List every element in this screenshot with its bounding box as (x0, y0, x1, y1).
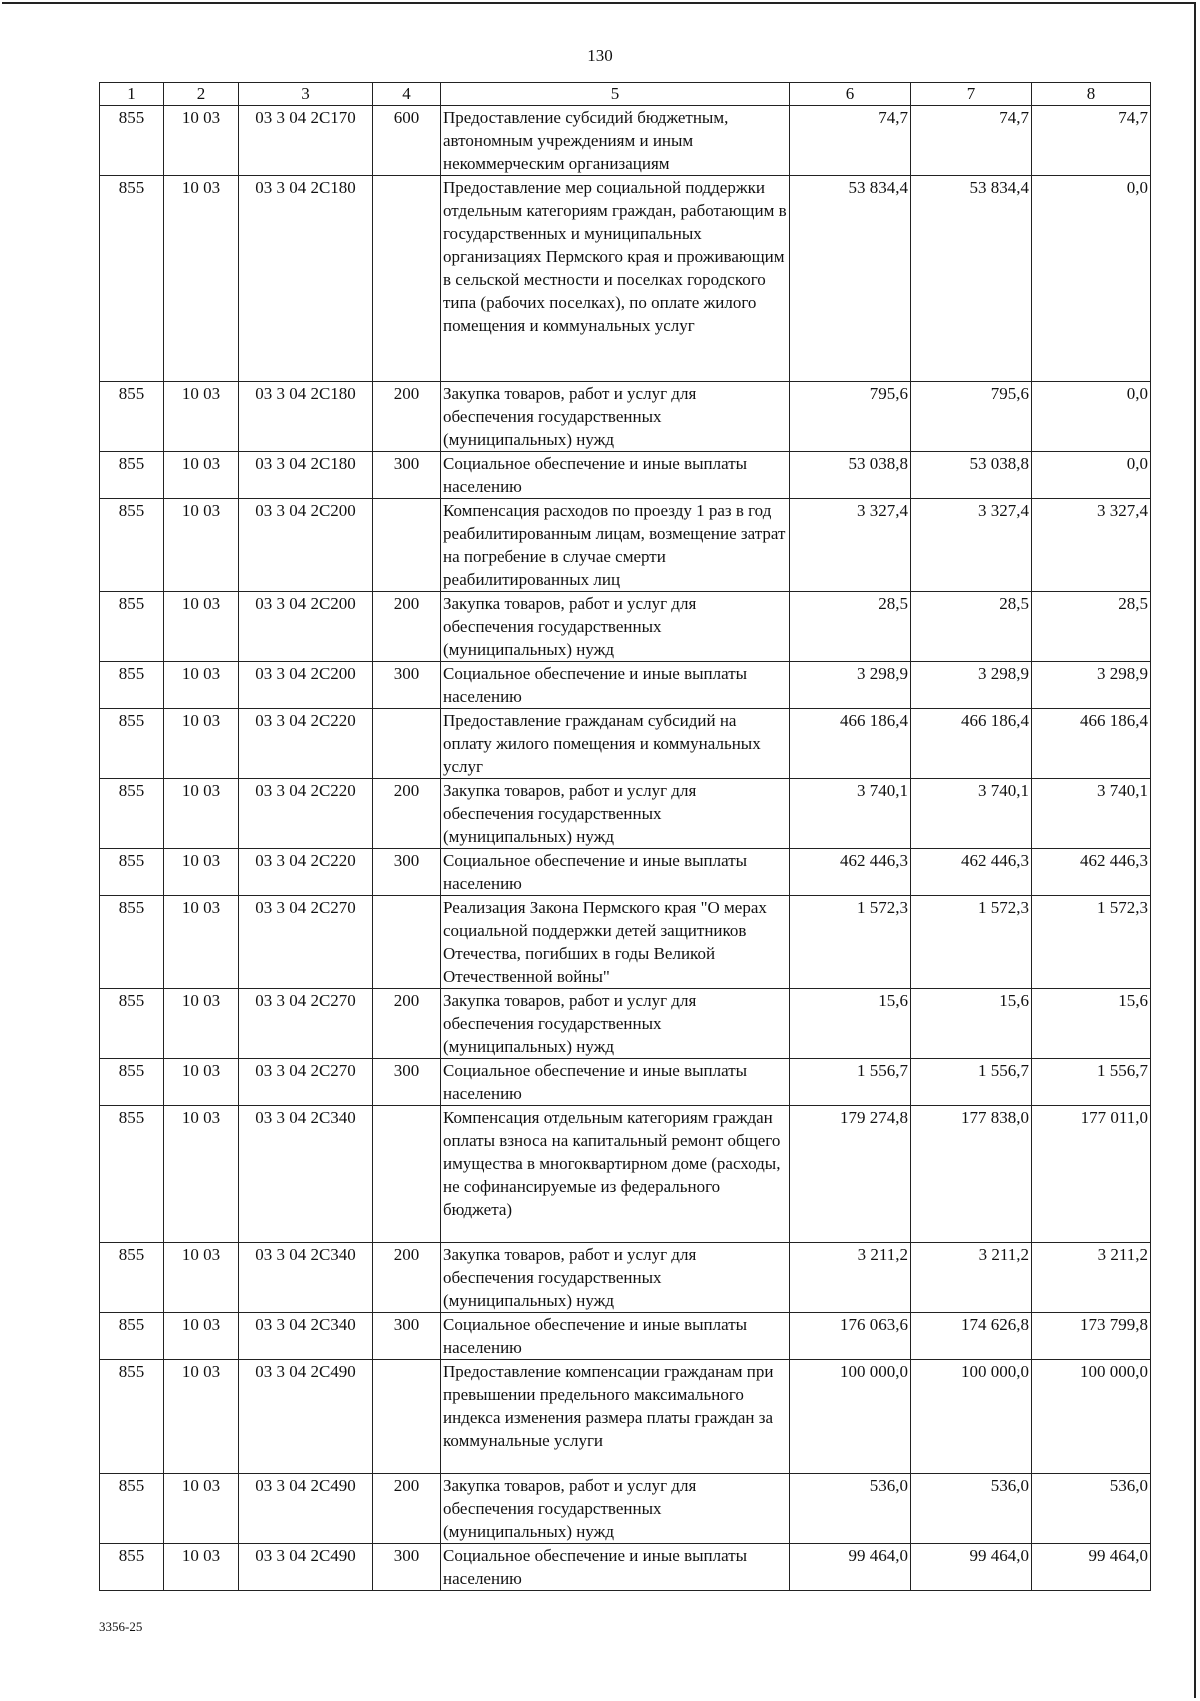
table-row (100, 382, 1151, 452)
target-article-code: 03 3 04 2С490 (239, 1544, 373, 1591)
amount-year-1: 795,6 (790, 382, 911, 452)
expense-type-code (373, 176, 441, 382)
column-header: 8 (1032, 83, 1151, 106)
expense-type-code: 300 (373, 1059, 441, 1106)
column-header: 3 (239, 83, 373, 106)
amount-year-3: 173 799,8 (1032, 1313, 1151, 1360)
document-code: 3356-25 (99, 1619, 143, 1634)
chapter-code: 855 (100, 452, 164, 499)
target-article-code: 03 3 04 2С270 (239, 989, 373, 1059)
amount-year-1: 99 464,0 (790, 1544, 911, 1591)
amount-year-3: 1 572,3 (1032, 896, 1151, 989)
expense-description: Закупка товаров, работ и услуг для обеспечения государственных (муниципальных) нужд (441, 989, 790, 1059)
section-code: 10 03 (164, 1243, 239, 1313)
target-article-code: 03 3 04 2С200 (239, 662, 373, 709)
expense-description: Закупка товаров, работ и услуг для обеспечения государственных (муниципальных) нужд (441, 1243, 790, 1313)
amount-year-3: 100 000,0 (1032, 1360, 1151, 1474)
amount-year-1: 74,7 (790, 106, 911, 176)
amount-year-1: 536,0 (790, 1474, 911, 1544)
chapter-code: 855 (100, 1360, 164, 1474)
amount-year-2: 53 834,4 (911, 176, 1032, 382)
expense-type-code: 300 (373, 849, 441, 896)
budget-table (99, 82, 1151, 1591)
expense-description: Компенсация отдельным категориям граждан оплаты взноса на капитальный ремонт общего имущества в многоквартирном доме (расходы, не софинансируемые из федерального бюджета) (441, 1106, 790, 1243)
expense-type-code: 200 (373, 1474, 441, 1544)
amount-year-2: 174 626,8 (911, 1313, 1032, 1360)
target-article-code: 03 3 04 2С340 (239, 1243, 373, 1313)
amount-year-1: 3 740,1 (790, 779, 911, 849)
amount-year-2: 28,5 (911, 592, 1032, 662)
expense-description: Социальное обеспечение и иные выплаты населению (441, 1544, 790, 1591)
expense-type-code: 200 (373, 592, 441, 662)
section-code: 10 03 (164, 662, 239, 709)
expense-type-code (373, 499, 441, 592)
expense-type-code: 300 (373, 1313, 441, 1360)
amount-year-2: 177 838,0 (911, 1106, 1032, 1243)
chapter-code: 855 (100, 1544, 164, 1591)
amount-year-2: 462 446,3 (911, 849, 1032, 896)
table-row (100, 779, 1151, 849)
amount-year-3: 1 556,7 (1032, 1059, 1151, 1106)
target-article-code: 03 3 04 2С270 (239, 1059, 373, 1106)
amount-year-3: 3 298,9 (1032, 662, 1151, 709)
page-number: 130 (587, 46, 613, 65)
expense-type-code: 600 (373, 106, 441, 176)
target-article-code: 03 3 04 2С170 (239, 106, 373, 176)
section-code: 10 03 (164, 106, 239, 176)
amount-year-2: 53 038,8 (911, 452, 1032, 499)
expense-description: Закупка товаров, работ и услуг для обеспечения государственных (муниципальных) нужд (441, 779, 790, 849)
section-code: 10 03 (164, 382, 239, 452)
table-row (100, 662, 1151, 709)
section-code: 10 03 (164, 1544, 239, 1591)
amount-year-1: 3 211,2 (790, 1243, 911, 1313)
target-article-code: 03 3 04 2С490 (239, 1474, 373, 1544)
amount-year-2: 3 298,9 (911, 662, 1032, 709)
amount-year-1: 53 038,8 (790, 452, 911, 499)
chapter-code: 855 (100, 106, 164, 176)
expense-description: Социальное обеспечение и иные выплаты населению (441, 662, 790, 709)
amount-year-3: 74,7 (1032, 106, 1151, 176)
section-code: 10 03 (164, 989, 239, 1059)
table-row (100, 176, 1151, 382)
amount-year-2: 3 740,1 (911, 779, 1032, 849)
amount-year-3: 536,0 (1032, 1474, 1151, 1544)
expense-type-code: 200 (373, 1243, 441, 1313)
column-header: 1 (100, 83, 164, 106)
section-code: 10 03 (164, 1313, 239, 1360)
amount-year-3: 0,0 (1032, 176, 1151, 382)
section-code: 10 03 (164, 452, 239, 499)
amount-year-2: 15,6 (911, 989, 1032, 1059)
table-row (100, 709, 1151, 779)
target-article-code: 03 3 04 2С220 (239, 779, 373, 849)
table-row (100, 106, 1151, 176)
chapter-code: 855 (100, 779, 164, 849)
expense-description: Предоставление компенсации гражданам при превышении предельного максимального индекса изменения размера платы граждан за коммунальные услуги (441, 1360, 790, 1474)
column-header: 6 (790, 83, 911, 106)
table-row (100, 499, 1151, 592)
column-header: 7 (911, 83, 1032, 106)
amount-year-1: 462 446,3 (790, 849, 911, 896)
table-row (100, 1360, 1151, 1474)
amount-year-2: 99 464,0 (911, 1544, 1032, 1591)
table-row (100, 1474, 1151, 1544)
section-code: 10 03 (164, 849, 239, 896)
expense-type-code: 200 (373, 382, 441, 452)
expense-description: Предоставление мер социальной поддержки отдельным категориям граждан, работающим в государственных и муниципальных организациях Пермского края и проживающим в сельской местности и поселках городского типа (рабочих поселках), по оплате жилого помещения и коммунальных услуг (441, 176, 790, 382)
table-row (100, 989, 1151, 1059)
amount-year-1: 1 556,7 (790, 1059, 911, 1106)
amount-year-1: 53 834,4 (790, 176, 911, 382)
chapter-code: 855 (100, 896, 164, 989)
amount-year-1: 3 327,4 (790, 499, 911, 592)
column-header: 2 (164, 83, 239, 106)
target-article-code: 03 3 04 2С340 (239, 1106, 373, 1243)
chapter-code: 855 (100, 592, 164, 662)
expense-type-code (373, 896, 441, 989)
table-row (100, 452, 1151, 499)
chapter-code: 855 (100, 709, 164, 779)
expense-type-code: 300 (373, 452, 441, 499)
amount-year-2: 100 000,0 (911, 1360, 1032, 1474)
amount-year-1: 466 186,4 (790, 709, 911, 779)
table-row (100, 1313, 1151, 1360)
section-code: 10 03 (164, 1360, 239, 1474)
chapter-code: 855 (100, 499, 164, 592)
amount-year-1: 176 063,6 (790, 1313, 911, 1360)
amount-year-1: 1 572,3 (790, 896, 911, 989)
chapter-code: 855 (100, 382, 164, 452)
amount-year-1: 28,5 (790, 592, 911, 662)
expense-description: Социальное обеспечение и иные выплаты населению (441, 1059, 790, 1106)
section-code: 10 03 (164, 779, 239, 849)
expense-description: Компенсация расходов по проезду 1 раз в год реабилитированным лицам, возмещение затрат на погребение в случае смерти реабилитированных лиц (441, 499, 790, 592)
amount-year-2: 3 327,4 (911, 499, 1032, 592)
amount-year-2: 74,7 (911, 106, 1032, 176)
table-row (100, 1106, 1151, 1243)
target-article-code: 03 3 04 2С340 (239, 1313, 373, 1360)
amount-year-2: 536,0 (911, 1474, 1032, 1544)
amount-year-3: 177 011,0 (1032, 1106, 1151, 1243)
column-header: 4 (373, 83, 441, 106)
section-code: 10 03 (164, 709, 239, 779)
target-article-code: 03 3 04 2С180 (239, 176, 373, 382)
amount-year-3: 99 464,0 (1032, 1544, 1151, 1591)
amount-year-1: 15,6 (790, 989, 911, 1059)
chapter-code: 855 (100, 176, 164, 382)
amount-year-2: 795,6 (911, 382, 1032, 452)
amount-year-1: 179 274,8 (790, 1106, 911, 1243)
table-row (100, 592, 1151, 662)
expense-type-code (373, 1106, 441, 1243)
expense-type-code (373, 709, 441, 779)
amount-year-1: 3 298,9 (790, 662, 911, 709)
chapter-code: 855 (100, 1313, 164, 1360)
chapter-code: 855 (100, 1059, 164, 1106)
chapter-code: 855 (100, 1474, 164, 1544)
target-article-code: 03 3 04 2С220 (239, 849, 373, 896)
amount-year-3: 462 446,3 (1032, 849, 1151, 896)
column-header: 5 (441, 83, 790, 106)
amount-year-3: 3 211,2 (1032, 1243, 1151, 1313)
chapter-code: 855 (100, 849, 164, 896)
amount-year-2: 466 186,4 (911, 709, 1032, 779)
target-article-code: 03 3 04 2С180 (239, 382, 373, 452)
table-body (100, 106, 1151, 1591)
amount-year-3: 3 740,1 (1032, 779, 1151, 849)
amount-year-2: 3 211,2 (911, 1243, 1032, 1313)
amount-year-3: 3 327,4 (1032, 499, 1151, 592)
target-article-code: 03 3 04 2С490 (239, 1360, 373, 1474)
target-article-code: 03 3 04 2С200 (239, 499, 373, 592)
expense-description: Предоставление субсидий бюджетным, автономным учреждениям и иным некоммерческим организациям (441, 106, 790, 176)
expense-description: Социальное обеспечение и иные выплаты населению (441, 1313, 790, 1360)
amount-year-3: 0,0 (1032, 452, 1151, 499)
amount-year-1: 100 000,0 (790, 1360, 911, 1474)
expense-type-code: 300 (373, 1544, 441, 1591)
amount-year-3: 0,0 (1032, 382, 1151, 452)
expense-type-code: 200 (373, 779, 441, 849)
section-code: 10 03 (164, 176, 239, 382)
amount-year-2: 1 556,7 (911, 1059, 1032, 1106)
section-code: 10 03 (164, 499, 239, 592)
chapter-code: 855 (100, 662, 164, 709)
amount-year-3: 466 186,4 (1032, 709, 1151, 779)
target-article-code: 03 3 04 2С200 (239, 592, 373, 662)
table-row (100, 1243, 1151, 1313)
table-row (100, 1059, 1151, 1106)
chapter-code: 855 (100, 1243, 164, 1313)
chapter-code: 855 (100, 989, 164, 1059)
section-code: 10 03 (164, 1106, 239, 1243)
expense-type-code: 200 (373, 989, 441, 1059)
expense-description: Социальное обеспечение и иные выплаты населению (441, 849, 790, 896)
header-row (100, 83, 1151, 106)
expense-description: Реализация Закона Пермского края "О мерах социальной поддержки детей защитников Отечества, погибших в годы Великой Отечественной войны" (441, 896, 790, 989)
target-article-code: 03 3 04 2С270 (239, 896, 373, 989)
section-code: 10 03 (164, 1059, 239, 1106)
table-row (100, 849, 1151, 896)
amount-year-3: 15,6 (1032, 989, 1151, 1059)
expense-description: Предоставление гражданам субсидий на оплату жилого помещения и коммунальных услуг (441, 709, 790, 779)
expense-type-code (373, 1360, 441, 1474)
section-code: 10 03 (164, 896, 239, 989)
section-code: 10 03 (164, 1474, 239, 1544)
amount-year-2: 1 572,3 (911, 896, 1032, 989)
section-code: 10 03 (164, 592, 239, 662)
expense-type-code: 300 (373, 662, 441, 709)
expense-description: Закупка товаров, работ и услуг для обеспечения государственных (муниципальных) нужд (441, 592, 790, 662)
table-row (100, 896, 1151, 989)
expense-description: Закупка товаров, работ и услуг для обеспечения государственных (муниципальных) нужд (441, 382, 790, 452)
expense-description: Социальное обеспечение и иные выплаты населению (441, 452, 790, 499)
table-row (100, 1544, 1151, 1591)
target-article-code: 03 3 04 2С220 (239, 709, 373, 779)
chapter-code: 855 (100, 1106, 164, 1243)
expense-description: Закупка товаров, работ и услуг для обеспечения государственных (муниципальных) нужд (441, 1474, 790, 1544)
amount-year-3: 28,5 (1032, 592, 1151, 662)
target-article-code: 03 3 04 2С180 (239, 452, 373, 499)
